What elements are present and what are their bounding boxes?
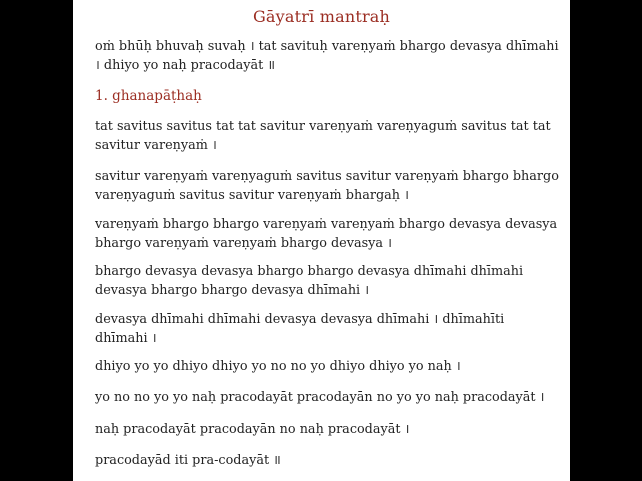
verse-block	[95, 357, 565, 376]
verse-block	[95, 451, 565, 470]
verse-block	[95, 167, 565, 205]
document-page	[73, 0, 570, 481]
verse-line: vareṇyaguṁ savitus savitur vareṇyaṁ bhargaḥ ।	[95, 188, 409, 203]
verse-line: yo no no yo yo naḥ pracodayāt pracodayān no yo yo naḥ pracodayāt ।	[95, 390, 545, 405]
verse-line: bhargo devasya devasya bhargo bhargo devasya dhīmahi dhīmahi	[95, 264, 524, 279]
verse-line: bhargo vareṇyaṁ vareṇyaṁ bhargo devasya ।	[95, 236, 392, 251]
mantra-intro-line: । dhiyo yo naḥ pracodayāt ॥	[95, 58, 275, 73]
verse-line: pracodayād iti pra-codayāt ॥	[95, 453, 281, 468]
verse-line: savitur vareṇyaṁ ।	[95, 138, 217, 153]
verse-line: savitur vareṇyaṁ vareṇyaguṁ savitus savitur vareṇyaṁ bhargo bhargo	[95, 169, 559, 184]
verse-block	[95, 420, 565, 439]
left-black-border	[0, 0, 73, 481]
verse-line: naḥ pracodayāt pracodayān no naḥ pracodayāt ।	[95, 422, 410, 437]
verse-line: vareṇyaṁ bhargo bhargo vareṇyaṁ vareṇyaṁ bhargo devasya devasya	[95, 217, 558, 232]
page-title: Gāyatrī mantraḥ	[252, 7, 391, 26]
verse-block	[95, 388, 565, 407]
verse-line: tat savitus savitus tat tat savitur vareṇyaṁ vareṇyaguṁ savitus tat tat	[95, 119, 551, 134]
mantra-intro	[95, 37, 565, 75]
section-heading: 1. ghanapāṭhaḥ	[95, 88, 202, 104]
verse-block	[95, 215, 565, 253]
verse-block	[95, 310, 565, 348]
verse-line: dhīmahi ।	[95, 331, 157, 346]
mantra-intro-line: oṁ bhūḥ bhuvaḥ suvaḥ । tat savituḥ vareṇyaṁ bhargo devasya dhīmahi	[95, 39, 559, 54]
verse-block	[95, 117, 565, 155]
verse-line: devasya bhargo bhargo devasya dhīmahi ।	[95, 283, 370, 298]
verse-block	[95, 262, 565, 300]
verse-line: devasya dhīmahi dhīmahi devasya devasya dhīmahi । dhīmahīti	[95, 312, 505, 327]
right-black-border	[570, 0, 642, 481]
verse-line: dhiyo yo yo dhiyo dhiyo yo no no yo dhiyo dhiyo yo naḥ ।	[95, 359, 461, 374]
